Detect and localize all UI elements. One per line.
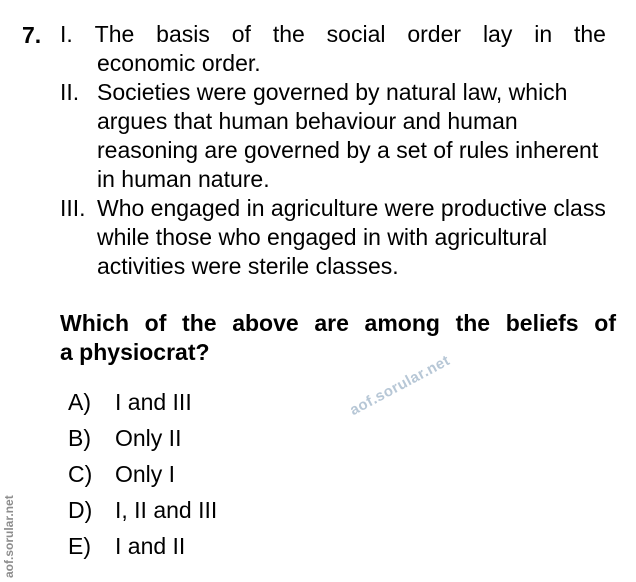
option-b-letter: B) [68,425,91,451]
statement-3-text: Who engaged in agriculture were productive class while those who engaged in with agricultural activities were sterile classes. [97,195,606,279]
statement-1-second-line: economic order. [97,50,261,76]
statement-1-word: The [94,21,135,47]
option-d-letter: D) [68,497,93,523]
prompt-word: beliefs [505,310,579,336]
statement-1-roman: I. [60,21,73,47]
prompt-word: of [144,310,167,336]
prompt-word: of [594,310,616,336]
prompt-word: Which [60,310,129,336]
option-e-letter: E) [68,533,91,559]
statement-1-word: social [326,21,386,47]
option-a-letter: A) [68,389,91,415]
statement-3 [60,194,606,281]
question-prompt-second-line: a physiocrat? [60,339,210,365]
watermark-side: aof.sorular.net [2,495,16,578]
question-prompt [60,309,616,367]
statement-2-roman: II. [60,79,80,105]
statement-1 [60,20,606,78]
prompt-word: among [364,310,440,336]
option-b-text: Only II [115,425,182,451]
prompt-word: above [232,310,299,336]
option-a-text: I and III [115,389,192,415]
option-c-letter: C) [68,461,93,487]
statement-1-word: order [407,21,462,47]
prompt-word: the [455,310,491,336]
question-number: 7. [22,22,42,48]
statement-1-word: lay [482,21,513,47]
statement-1-word: in [534,21,553,47]
statement-1-word: basis [156,21,210,47]
watermark-center: aof.sorular.net [347,351,453,419]
option-d-text: I, II and III [115,497,218,523]
prompt-word: the [182,310,217,336]
statement-3-roman: III. [60,195,86,221]
statement-1-word: the [272,21,305,47]
prompt-word: are [314,310,349,336]
question-prompt-first-line [60,309,616,338]
statement-1-first-line [60,20,606,49]
statement-1-word: the [574,21,606,47]
statement-1-word: of [231,21,251,47]
option-c-text: Only I [115,461,176,487]
option-e-text: I and II [115,533,186,559]
statement-2 [60,78,606,194]
statement-2-text: Societies were governed by natural law, which argues that human behaviour and human reasoning are governed by a set of rules inherent in human nature. [97,79,599,192]
